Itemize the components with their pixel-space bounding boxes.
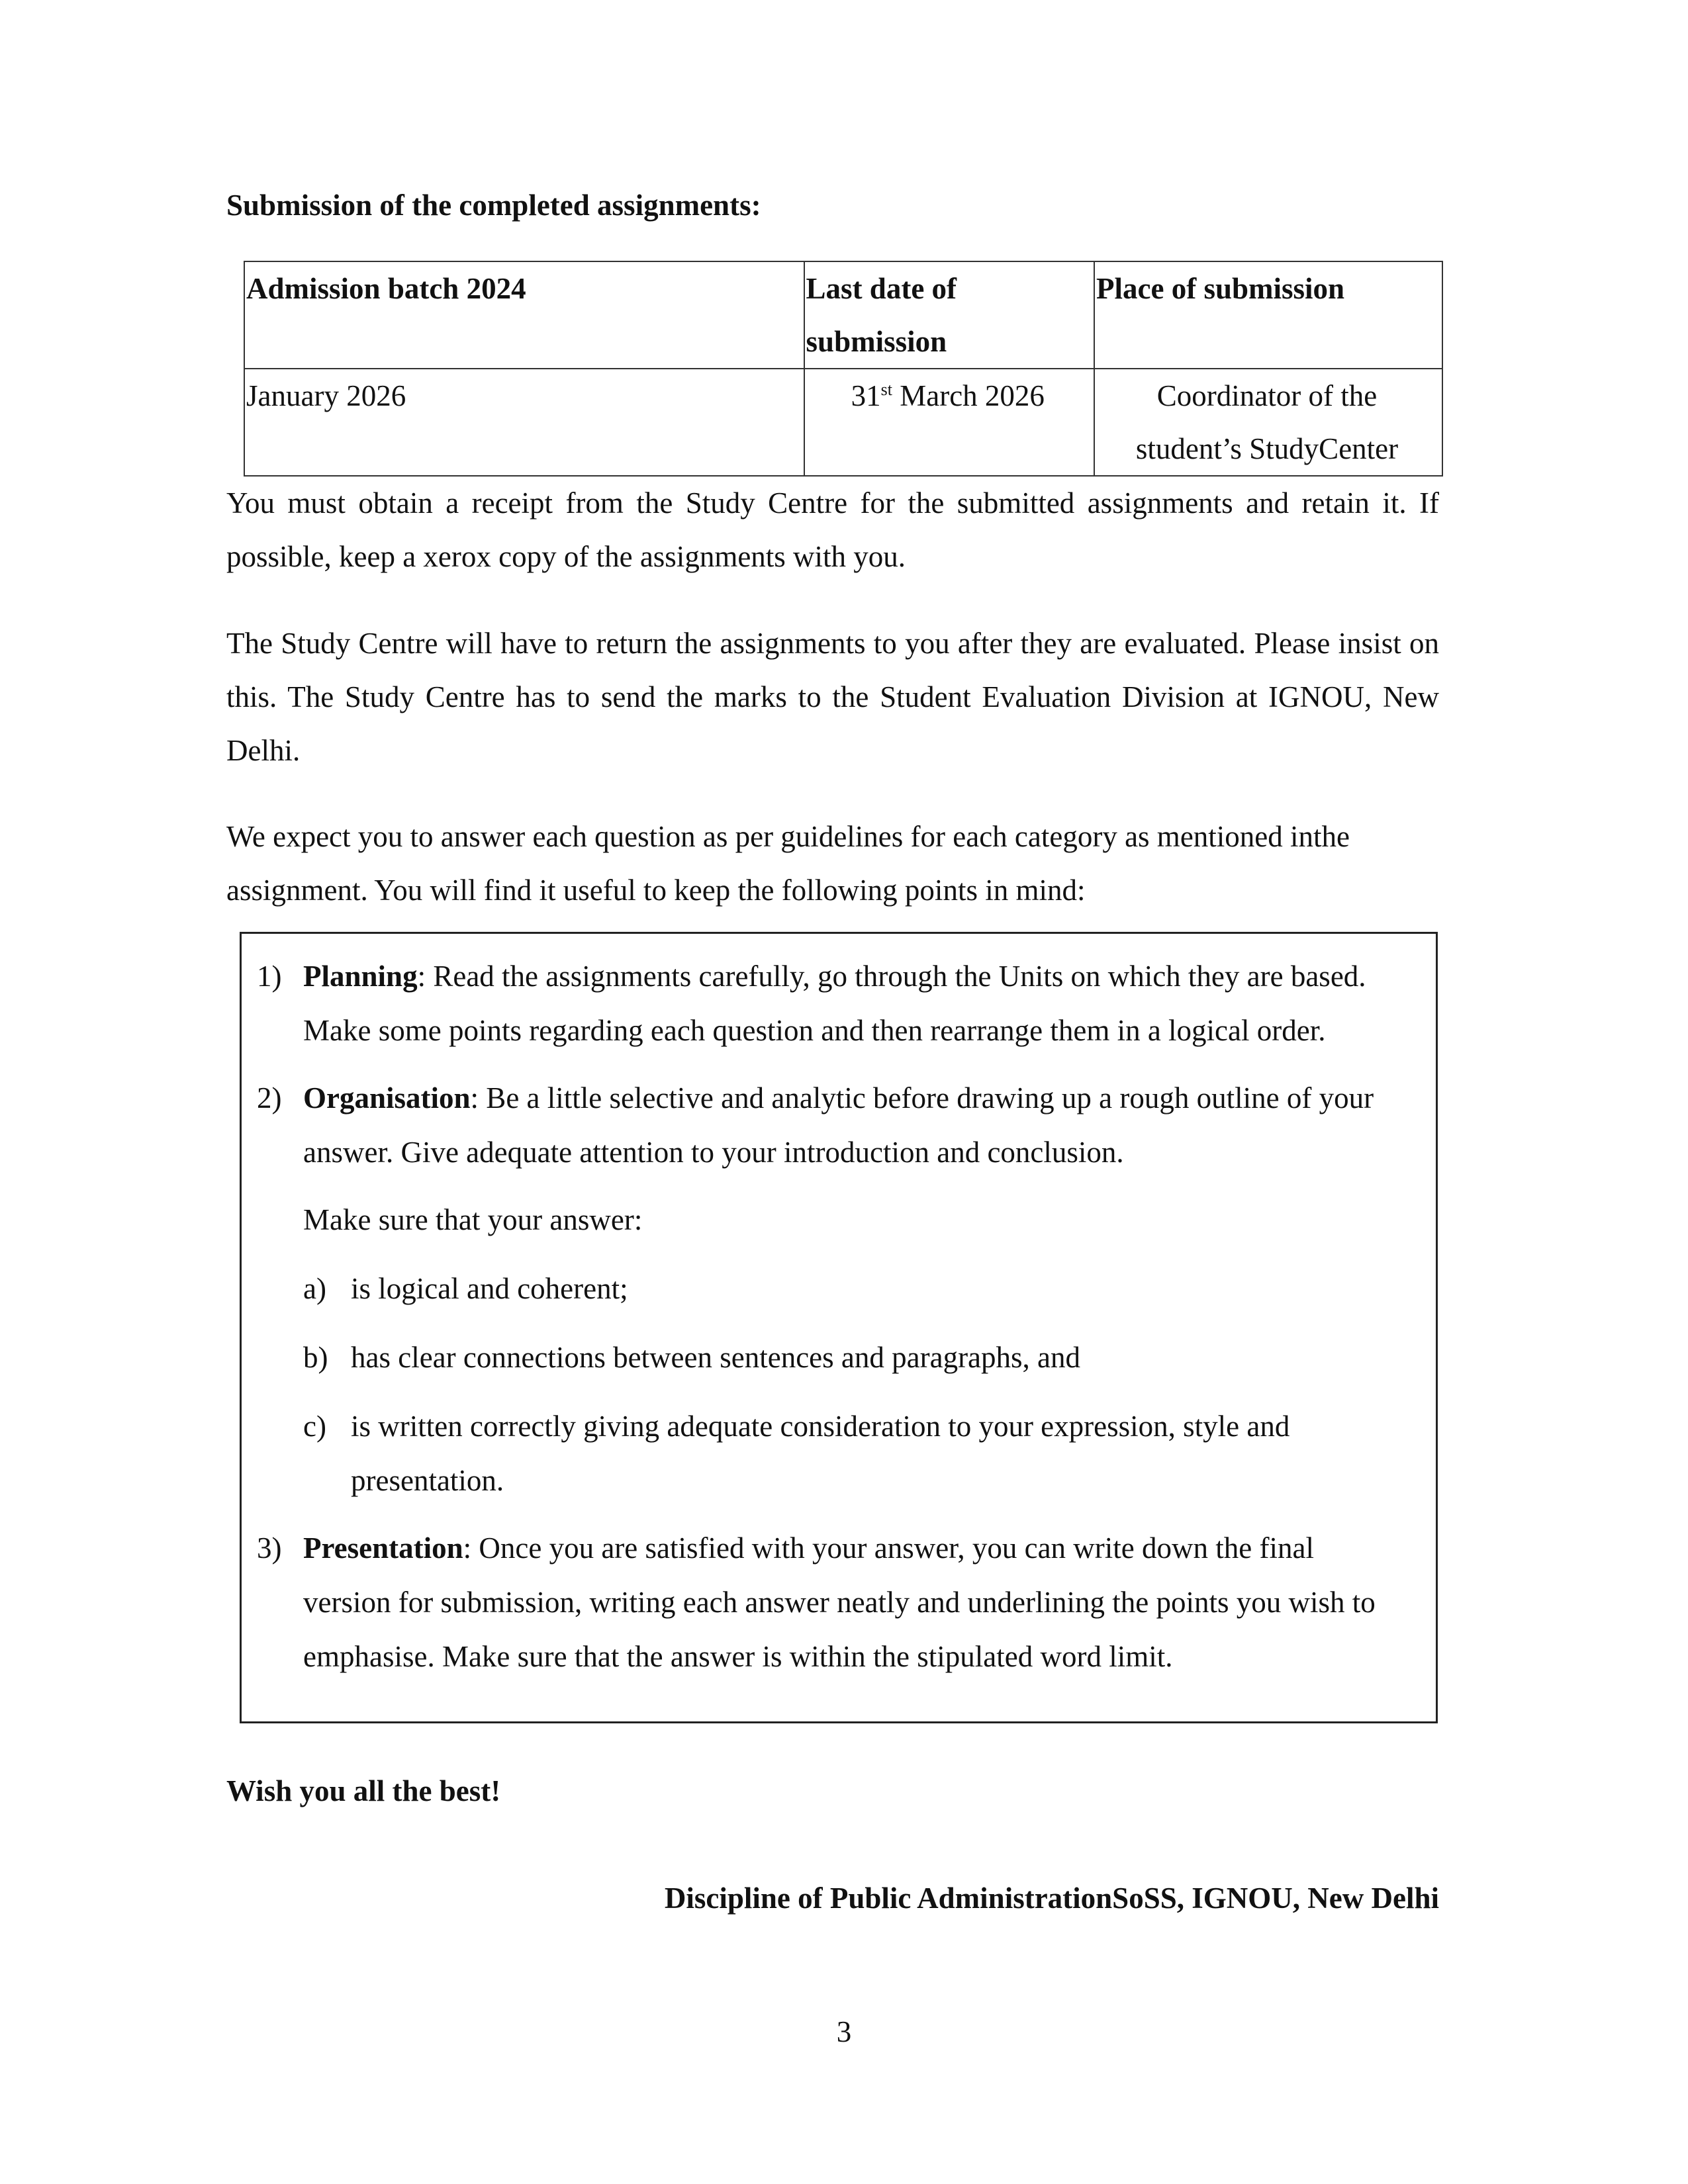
place-line2: student’s StudyCenter (1135, 432, 1399, 465)
presentation-text1: : Once you are satisfied with your answer, you can write down the final (463, 1531, 1314, 1565)
date-day: 31 (851, 379, 881, 412)
presentation-title: Presentation (303, 1531, 463, 1565)
organisation-line1 (303, 1071, 1442, 1125)
table-cell-date (804, 369, 1094, 476)
sub-letter: a) (303, 1272, 326, 1305)
planning-line2: Make some points regarding each question and then rearrange them in a logical order. (303, 1014, 1326, 1047)
section-heading: Submission of the completed assignments: (226, 189, 761, 222)
date-month-year: March 2026 (892, 379, 1045, 412)
presentation-line1 (303, 1521, 1429, 1575)
expectation-paragraph: We expect you to answer each question as per guidelines for each category as mentioned inthe assignment. You will find it useful to keep the following points in mind: (226, 820, 1350, 907)
planning-title: Planning (303, 960, 418, 993)
sub-text-c-line2: presentation. (351, 1464, 504, 1497)
table-cell-batch: January 2026 (244, 369, 804, 476)
receipt-paragraph: You must obtain a receipt from the Study Centre for the submitted assignments and retain it. If possible, keep a xerox copy of the assignments with you. (226, 486, 1439, 573)
sub-letter: c) (303, 1410, 326, 1443)
sub-letter: b) (303, 1341, 328, 1374)
planning-line1 (303, 949, 1429, 1003)
place-line1: Coordinator of the (1156, 379, 1378, 412)
organisation-text1: : Be a little selective and analytic before drawing up a rough outline of your (470, 1081, 1374, 1115)
list-number: 1) (257, 960, 282, 993)
planning-text1: : Read the assignments carefully, go through the Units on which they are based. (417, 960, 1366, 993)
date-suffix: st (880, 380, 892, 399)
organisation-title: Organisation (303, 1081, 471, 1115)
presentation-line3: emphasise. Make sure that the answer is within the stipulated word limit. (303, 1640, 1173, 1673)
list-number: 3) (257, 1531, 282, 1565)
table-header-last-date (804, 261, 1094, 369)
organisation-line2: answer. Give adequate attention to your introduction and conclusion. (303, 1136, 1124, 1169)
sub-text-a: is logical and coherent; (351, 1272, 628, 1305)
table-row (244, 369, 1442, 476)
list-number: 2) (257, 1081, 282, 1115)
table-header-row (244, 261, 1442, 369)
table-header-last-date-line1: Last date of (806, 272, 957, 305)
signature-text: Discipline of Public AdministrationSoSS, IGNOU, New Delhi (664, 1882, 1439, 1915)
sub-text-b: has clear connections between sentences and paragraphs, and (351, 1341, 1081, 1374)
make-sure-text: Make sure that your answer: (303, 1203, 643, 1236)
page-number: 3 (836, 2015, 852, 2048)
table-cell-place (1094, 369, 1442, 476)
table-header-last-date-line2: submission (806, 325, 947, 358)
table-header-batch: Admission batch 2024 (244, 261, 804, 369)
closing-text: Wish you all the best! (226, 1774, 501, 1807)
presentation-line2: version for submission, writing each answer neatly and underlining the points you wish to (303, 1586, 1376, 1619)
table-header-place: Place of submission (1094, 261, 1442, 369)
sub-text-c: is written correctly giving adequate consideration to your expression, style and (351, 1410, 1290, 1443)
submission-table (244, 261, 1443, 477)
return-paragraph: The Study Centre will have to return the assignments to you after they are evaluated. Please insist on this. The Study Centre has to send the marks to the Student Evaluation Division at IGNOU, New Delhi. (226, 627, 1439, 767)
